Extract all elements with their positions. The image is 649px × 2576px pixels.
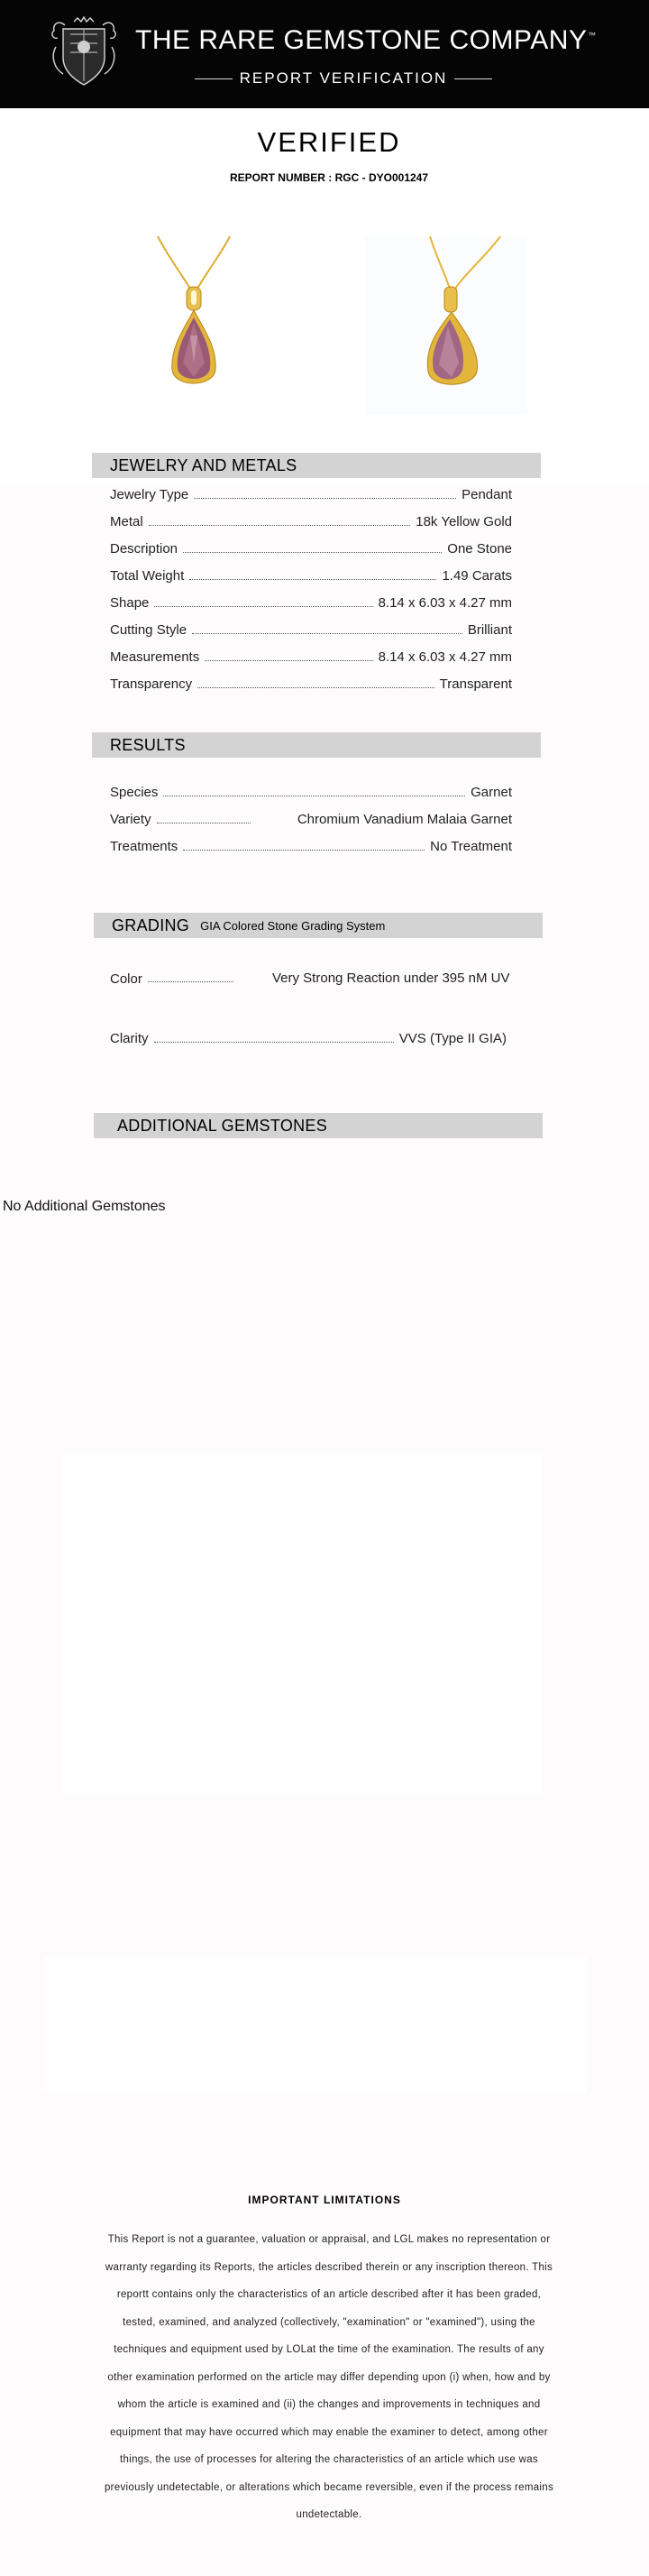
crest-icon	[47, 16, 121, 88]
divider-line	[454, 78, 492, 79]
pendant-photo-side	[365, 236, 527, 415]
section-title: ADDITIONAL GEMSTONES	[117, 1116, 328, 1135]
detail-row	[110, 812, 512, 832]
dot-leader	[183, 840, 425, 851]
row-label: Species	[110, 785, 159, 800]
dot-leader	[154, 596, 372, 607]
detail-row	[110, 839, 512, 859]
row-value: No Treatment	[430, 839, 512, 854]
detail-row	[110, 541, 512, 561]
row-label: Jewelry Type	[110, 487, 189, 502]
detail-row	[110, 514, 512, 534]
pendant-photo-front	[113, 236, 275, 415]
grading-system: GIA Colored Stone Grading System	[200, 918, 386, 933]
subtitle-row	[195, 69, 492, 88]
row-label: Description	[110, 541, 178, 557]
row-value: One Stone	[447, 541, 512, 557]
dot-leader	[189, 569, 436, 580]
row-label: Metal	[110, 514, 143, 529]
background-panel	[63, 1452, 541, 1795]
divider-line	[195, 78, 233, 79]
row-label: Total Weight	[110, 568, 185, 584]
dot-leader	[163, 786, 465, 796]
row-label: Treatments	[110, 839, 178, 854]
row-label: Transparency	[110, 676, 193, 692]
report-number: REPORT NUMBER : RGC - DYO001247	[229, 171, 429, 184]
detail-row	[110, 676, 512, 696]
detail-row	[110, 595, 512, 615]
dot-leader	[197, 677, 434, 688]
row-value: Brilliant	[467, 622, 512, 638]
verified-panel	[72, 119, 586, 200]
detail-row	[110, 568, 512, 588]
row-value: 8.14 x 6.03 x 4.27 mm	[378, 649, 512, 665]
header-bar	[0, 0, 649, 108]
row-value: 1.49 Carats	[442, 568, 512, 584]
row-value: Transparent	[439, 676, 512, 692]
dot-leader	[149, 515, 411, 526]
row-value: 8.14 x 6.03 x 4.27 mm	[378, 595, 512, 611]
no-additional-gemstones: No Additional Gemstones	[3, 1199, 166, 1214]
section-header-jewelry	[92, 453, 541, 478]
detail-row	[110, 622, 512, 642]
row-label: Variety	[110, 812, 151, 827]
report-verification-subtitle: REPORT VERIFICATION	[239, 69, 448, 87]
dot-leader	[194, 488, 456, 499]
detail-row	[110, 649, 512, 669]
row-value: Chromium Vanadium Malaia Garnet	[297, 812, 512, 827]
limitations-title: IMPORTANT LIMITATIONS	[248, 2194, 401, 2206]
row-value: VVS (Type II GIA)	[398, 1031, 507, 1046]
section-header-results	[92, 732, 541, 758]
trademark-symbol: ™	[588, 31, 596, 40]
dot-leader	[154, 1032, 394, 1043]
row-value: Pendant	[462, 487, 512, 502]
detail-row	[110, 1031, 507, 1051]
detail-row	[110, 785, 512, 805]
dot-leader	[205, 650, 372, 661]
company-name: THE RARE GEMSTONE COMPANY	[135, 25, 588, 55]
section-title: GRADING	[112, 915, 190, 934]
section-title: RESULTS	[110, 735, 186, 754]
row-label: Cutting Style	[110, 622, 187, 638]
dot-leader	[157, 813, 251, 823]
row-value: Garnet	[471, 785, 512, 800]
row-label: Measurements	[110, 649, 200, 665]
detail-row	[110, 487, 512, 507]
row-label: Shape	[110, 595, 150, 611]
section-header-grading	[94, 913, 543, 938]
row-label: Clarity	[110, 1031, 149, 1046]
dot-leader	[148, 981, 233, 982]
row-label: Color	[110, 971, 142, 987]
row-value: Very Strong Reaction under 395 nM UV	[272, 971, 510, 986]
dot-leader	[192, 623, 462, 634]
blank-panel	[45, 1957, 586, 2093]
section-title: JEWELRY AND METALS	[110, 455, 297, 474]
section-header-additional	[94, 1113, 543, 1138]
limitations-text: This Report is not a guarantee, valuation or appraisal, and LGL makes no representation or warranty regarding its Reports, the articles described therein or any inscription thereon. This reportt contains only the characteristics of an article described after it has been graded, tested, examined, and analyzed (collectively, "examination" or "examined"), using the techniques and equipment used by LOLat the time of the examination. The results of any other examination performed on the article may differ depending upon (i) when, how and by whom the article is examined and (ii) the changes and improvements in techniques and equipment that may have occurred which may enable the examiner to detect, among other things, the use of processes for altering the characteristics of an article which use was previously undetectable, or alterations which became reversible, even if the process remains undetectable.	[104, 2234, 554, 2520]
dot-leader	[183, 542, 442, 553]
verified-status: VERIFIED	[257, 126, 401, 158]
row-value: 18k Yellow Gold	[416, 514, 512, 529]
